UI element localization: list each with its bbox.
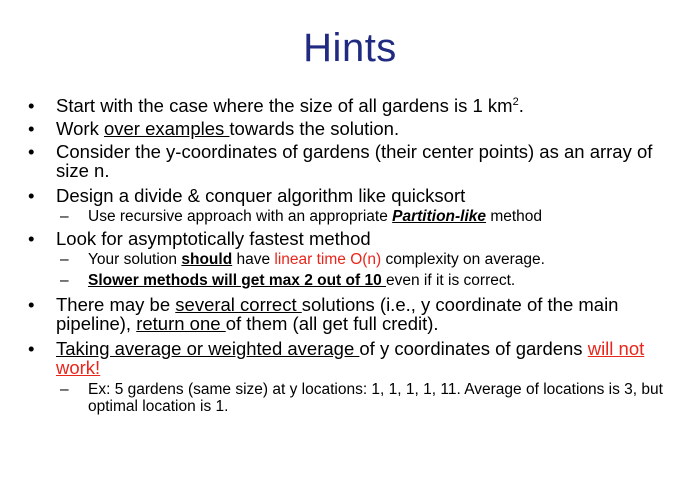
sub-bullet-4-1 (60, 208, 678, 225)
bullet-marker: • (28, 228, 35, 249)
bullet-marker: • (28, 338, 35, 359)
slide-title: Hints (303, 26, 397, 70)
underlined-text: over examples (103, 118, 230, 139)
sub-bullet-marker: – (60, 208, 69, 225)
sub-bullet-text (88, 208, 678, 225)
bullet-5 (28, 229, 678, 248)
bullet-marker: • (28, 95, 35, 116)
emphasized-text: Partition-like (392, 208, 487, 225)
bullet-text: Design a divide & conquer algorithm like quicksort (56, 185, 466, 206)
sub-bullet-5-1 (60, 251, 678, 268)
sub-bullet-text (88, 272, 678, 289)
text-run: Use recursive approach with an appropriate (88, 208, 393, 225)
sub-bullet-marker: – (60, 381, 69, 398)
bullet-text (56, 96, 678, 115)
bullet-text (56, 339, 678, 377)
sub-bullet-marker: – (60, 272, 69, 289)
text-run: complexity on average. (381, 251, 545, 268)
text-run: Work (56, 118, 104, 139)
bullet-text: Consider the y-coordinates of gardens (their center points) as an array of size n. (56, 141, 653, 181)
bullet-text: Look for asymptotically fastest method (56, 228, 371, 249)
text-run: . (518, 95, 524, 116)
text-run: Start with the case where the size of all gardens is 1 km (56, 95, 513, 116)
text-run: There may be (56, 294, 176, 315)
bullet-4 (28, 186, 678, 205)
text-run: even if it is correct. (386, 272, 516, 289)
emphasized-text: should (181, 251, 233, 268)
sub-bullet-text (88, 251, 678, 268)
warning-text: will not work! (56, 338, 645, 378)
sub-bullet-5-2 (60, 272, 678, 289)
text-run: towards the solution. (229, 118, 400, 139)
underlined-text: Taking average or weighted average (56, 338, 360, 359)
bullet-3 (28, 142, 678, 180)
bullet-marker: • (28, 185, 35, 206)
text-run: have (232, 251, 275, 268)
emphasized-text: Slower methods will get max 2 out of 10 (88, 272, 387, 289)
text-run: solutions (i.e., y coordinate of the main pipeline), (56, 294, 619, 334)
bullet-text (56, 295, 678, 333)
bullet-2 (28, 119, 678, 138)
text-run: Your solution (88, 251, 182, 268)
bullet-6 (28, 295, 678, 333)
bullet-marker: • (28, 141, 35, 162)
superscript: 2 (512, 96, 519, 108)
bullet-text (56, 119, 678, 138)
sub-bullet-marker: – (60, 251, 69, 268)
bullet-1 (28, 96, 678, 115)
sub-bullet-7-1 (60, 381, 678, 415)
text-run: of them (all get full credit). (225, 313, 439, 334)
underlined-text: several correct (175, 294, 302, 315)
bullet-7 (28, 339, 678, 377)
hints-list (28, 96, 678, 415)
bullet-marker: • (28, 294, 35, 315)
text-run: method (486, 208, 543, 225)
sub-bullet-text: Ex: 5 gardens (same size) at y locations: 1, 1, 1, 1, 11. Average of locations is 3, but optimal location is 1. (88, 381, 663, 415)
highlighted-text: linear time O(n) (274, 251, 382, 268)
underlined-text: return one (136, 313, 226, 334)
text-run: of y coordinates of gardens (359, 338, 588, 359)
bullet-marker: • (28, 118, 35, 139)
